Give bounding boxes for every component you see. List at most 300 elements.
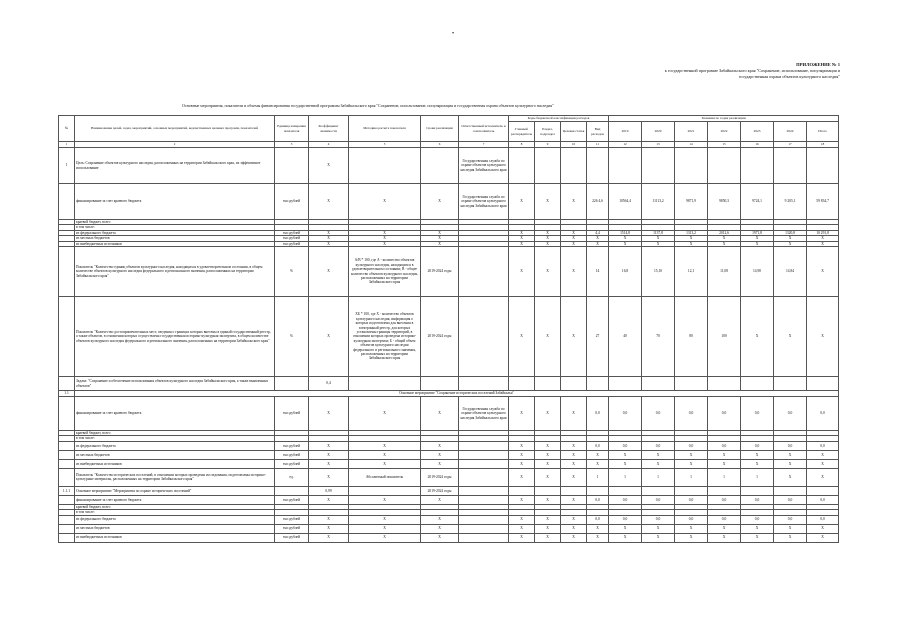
cell-x: X xyxy=(421,230,459,235)
cell-x: X xyxy=(509,297,535,377)
table-row xyxy=(59,441,839,450)
table-row xyxy=(59,184,839,220)
cell-x: X xyxy=(421,241,459,246)
cell-x: X xyxy=(535,236,561,241)
term: 2019-2024 годы xyxy=(421,297,459,377)
unit: тыс.рублей xyxy=(275,236,309,241)
goal-responsible: Государственная служба по охране объектов культурного наследия Забайкальского края xyxy=(459,148,509,184)
unit: тыс.рублей xyxy=(275,397,309,431)
cell-x: X xyxy=(741,236,774,241)
row-label: из местных бюджетов xyxy=(75,236,275,241)
unit: тыс.рублей xyxy=(275,495,309,504)
cell-x: X xyxy=(535,297,561,377)
cell-x: X xyxy=(535,515,561,524)
value: 0,0 xyxy=(741,495,774,504)
cell-x: X xyxy=(807,459,839,468)
colnum: 12 xyxy=(609,142,642,148)
cell-x: X xyxy=(535,397,561,431)
cell-x: X xyxy=(421,515,459,524)
indicator-name: Показатель "Количество единиц объектов культурного наследия, находящихся в удовлетворительном состоянии, в общем количестве объектов культурного наследия федерального и регионального значения, расположенных на территории Забайкальского края" xyxy=(75,247,275,297)
cell-x: X xyxy=(609,533,642,542)
value: 1313,2 xyxy=(675,230,708,235)
cell-x: X xyxy=(421,533,459,542)
cell-x: X xyxy=(509,230,535,235)
cell-x: X xyxy=(561,297,587,377)
cell-x: X xyxy=(349,450,421,459)
cell-x: X xyxy=(349,230,421,235)
row-label: из федерального бюджета xyxy=(75,515,275,524)
value: 1 xyxy=(675,468,708,486)
value: X xyxy=(741,297,774,377)
table-row xyxy=(59,297,839,377)
cell-x: X xyxy=(421,450,459,459)
table-row xyxy=(59,533,839,542)
cell-x: X xyxy=(708,236,741,241)
cell-x: X xyxy=(309,495,349,504)
budget-code: X xyxy=(535,184,561,220)
hdr-target-item: Целевая статья xyxy=(561,122,587,142)
value: 0,0 xyxy=(675,495,708,504)
cell-x: X xyxy=(609,241,642,246)
coef: X xyxy=(309,297,349,377)
indicator-name: Показатель "Количество исторических поселений, в отношении которых проведены исследования, подготовлены историко-культурные материалы, расположенных на территории Забайкальского края" xyxy=(75,468,275,486)
responsible: Государственная служба по охране объектов культурного наследия Забайкальского края xyxy=(459,397,509,431)
cell-x: X xyxy=(561,495,587,504)
row-label: из внебюджетных источников xyxy=(75,459,275,468)
cell-x: X xyxy=(509,397,535,431)
value: 70 xyxy=(642,297,675,377)
hdr-section: Раздел, подраздел xyxy=(535,122,561,142)
value: 15,10 xyxy=(642,247,675,297)
section-title: Основное мероприятие "Сохранение исторических поселений Забайкалья" xyxy=(75,391,839,397)
table-row xyxy=(59,486,839,495)
cell-x: X xyxy=(535,241,561,246)
value: 0,0 xyxy=(675,397,708,431)
cell-x: X xyxy=(535,468,561,486)
cell-x: X xyxy=(349,236,421,241)
value: 0,0 xyxy=(642,515,675,524)
cell-x: X xyxy=(708,524,741,533)
cell-x: X xyxy=(535,247,561,297)
cell-x: X xyxy=(807,241,839,246)
value: 0,0 xyxy=(609,441,642,450)
top-mark: • xyxy=(452,31,455,37)
cell-x: X xyxy=(675,450,708,459)
budget-code: X xyxy=(509,184,535,220)
appendix-line-2: государственная охрана объектов культурного наследия" xyxy=(738,74,840,79)
cell-x: X xyxy=(509,450,535,459)
cell-x: X xyxy=(741,241,774,246)
value: 0,0 xyxy=(708,495,741,504)
colnum: 6 xyxy=(421,142,459,148)
hdr-year-2024: 2024 xyxy=(774,122,807,142)
cell-x: X xyxy=(741,533,774,542)
colnum: 16 xyxy=(741,142,774,148)
cell-x: X xyxy=(642,450,675,459)
row-label: в том числе: xyxy=(75,225,275,230)
table-row xyxy=(59,377,839,391)
value: 12,1 xyxy=(675,247,708,297)
coef: 0,4 xyxy=(309,377,349,391)
cell-x: X xyxy=(807,450,839,459)
cell-x: X xyxy=(675,533,708,542)
table-row xyxy=(59,515,839,524)
cell-x: X xyxy=(609,524,642,533)
value: 0,0 xyxy=(642,441,675,450)
colnum: 3 xyxy=(275,142,309,148)
colnum: 5 xyxy=(349,142,421,148)
value: 100 xyxy=(708,297,741,377)
cell-x: X xyxy=(509,515,535,524)
value: 80 xyxy=(675,297,708,377)
row-label: в том числе: xyxy=(75,436,275,441)
value: 0,0 xyxy=(807,515,839,524)
row-label: краевой бюджет, всего xyxy=(75,431,275,436)
cell-x: X xyxy=(708,241,741,246)
cell-x: X xyxy=(675,236,708,241)
value: 1 xyxy=(587,468,609,486)
cell-x: X xyxy=(535,533,561,542)
cell-x: X xyxy=(349,441,421,450)
cell-x: X xyxy=(535,495,561,504)
cell-x: X xyxy=(309,397,349,431)
appendix-title: ПРИЛОЖЕНИЕ № 1 xyxy=(796,62,840,67)
value: 0,0 xyxy=(774,397,807,431)
cell-x: X xyxy=(642,524,675,533)
value: 0,0 xyxy=(708,397,741,431)
cell-x: X xyxy=(609,459,642,468)
cell-x: X xyxy=(741,524,774,533)
cell-x: X xyxy=(535,524,561,533)
program-table xyxy=(58,115,839,543)
cell-x: X xyxy=(309,515,349,524)
cell-x: X xyxy=(561,241,587,246)
cell-x: X xyxy=(642,459,675,468)
colnum: 13 xyxy=(642,142,675,148)
value: 0,0 xyxy=(675,441,708,450)
value: 0,0 xyxy=(741,441,774,450)
value: X xyxy=(774,297,807,377)
hdr-total: Итого xyxy=(807,122,839,142)
coef: X xyxy=(309,468,349,486)
value: 0,0 xyxy=(642,495,675,504)
value: 0,0 xyxy=(609,515,642,524)
unit: тыс.рублей xyxy=(275,533,309,542)
unit: тыс.рублей xyxy=(275,184,309,220)
value: 16,8 xyxy=(609,247,642,297)
value: 0,0 xyxy=(774,441,807,450)
method: Абсолютный показатель xyxy=(349,468,421,486)
cell-x: X xyxy=(509,533,535,542)
hdr-unit: Единица измерения показателя xyxy=(275,116,309,142)
table-row xyxy=(59,148,839,184)
cell-x: X xyxy=(309,450,349,459)
goal-name: Цель: Сохранение объектов культурного наследия, расположенных на территории Забайкальского края, их эффективное использование xyxy=(75,148,275,184)
colnum: 2 xyxy=(75,142,275,148)
cell-x: X xyxy=(675,459,708,468)
cell-x: X xyxy=(741,459,774,468)
table-row xyxy=(59,459,839,468)
table-row xyxy=(59,495,839,504)
value: 9 205,1 xyxy=(774,184,807,220)
value: 0,0 xyxy=(708,441,741,450)
responsible: Государственная служба по охране объектов культурного наследия Забайкальского края xyxy=(459,184,509,220)
colnum: 18 xyxy=(807,142,839,148)
financing-label: финансирование за счет краевого бюджета xyxy=(75,495,275,504)
cell-x: X xyxy=(561,515,587,524)
value: 0,0 xyxy=(741,397,774,431)
unit: % xyxy=(275,247,309,297)
value: 0,0 xyxy=(807,397,839,431)
financing-label: финансирование за счет краевого бюджета xyxy=(75,397,275,431)
coef: 0,99 xyxy=(309,486,349,495)
cell-x: X xyxy=(309,241,349,246)
colnum: 4 xyxy=(309,142,349,148)
value: 14,90 xyxy=(741,247,774,297)
cell-x: X xyxy=(774,524,807,533)
cell-x: X xyxy=(774,459,807,468)
row-label: из федерального бюджета xyxy=(75,441,275,450)
cell-x: X xyxy=(587,459,609,468)
cell-x: X xyxy=(587,450,609,459)
value: 1 xyxy=(609,468,642,486)
cell-x: X xyxy=(349,241,421,246)
row-label: краевой бюджет, всего xyxy=(75,220,275,225)
hdr-year-2022: 2022 xyxy=(708,122,741,142)
cell-x: X xyxy=(349,397,421,431)
table-row xyxy=(59,450,839,459)
value: 10564,4 xyxy=(609,184,642,220)
cell-x: X xyxy=(535,450,561,459)
hdr-term: Сроки реализации xyxy=(421,116,459,142)
goal-coef: X xyxy=(309,148,349,184)
colnum: 14 xyxy=(675,142,708,148)
value: 9850,3 xyxy=(708,184,741,220)
cell-x: X xyxy=(774,236,807,241)
cell-x: X xyxy=(349,459,421,468)
indicator-name: Показатель "Количество достопримечательных мест, сведения о границах которых внесены в единый государственный реестр, а также объектов, в отношении которых осуществлена государственная историко-культурная экспертиза, в общем количестве объектов культурного наследия федерального и регионального значения, расположенных на территории Забайкальского края" xyxy=(75,297,275,377)
cell-x: X xyxy=(421,524,459,533)
cell-x: X xyxy=(774,241,807,246)
row-label: из местных бюджетов xyxy=(75,524,275,533)
cell-x: X xyxy=(349,524,421,533)
value: 226 4,6 xyxy=(587,184,609,220)
colnum: 8 xyxy=(509,142,535,148)
cell-x: X xyxy=(509,441,535,450)
cell-x: X xyxy=(642,241,675,246)
financing-label: финансирование за счет краевого бюджета xyxy=(75,184,275,220)
value: X xyxy=(807,297,839,377)
cell-x: X xyxy=(774,450,807,459)
row-label: краевой бюджет, всего xyxy=(75,504,275,509)
row-label: из внебюджетных источников xyxy=(75,533,275,542)
value: X xyxy=(807,247,839,297)
unit: тыс.рублей xyxy=(275,441,309,450)
coef: X xyxy=(309,247,349,297)
value: 11113,2 xyxy=(642,184,675,220)
value: 0,0 xyxy=(609,397,642,431)
cell-x: X xyxy=(421,459,459,468)
cell-x: X xyxy=(535,230,561,235)
cell-x: X xyxy=(561,230,587,235)
row-num: 1.1 xyxy=(59,391,75,397)
cell-x: X xyxy=(561,236,587,241)
budget-code: X xyxy=(561,184,587,220)
unit: тыс.рублей xyxy=(275,515,309,524)
unit: тыс.рублей xyxy=(275,459,309,468)
value: 9871,9 xyxy=(675,184,708,220)
row-num: 1 xyxy=(59,148,75,184)
cell-x: X xyxy=(309,236,349,241)
table-caption: Основные мероприятия, показатели и объемы финансирования государственной программы Забайкальского края "Сохранение, использование, популяризация и государственная охрана объектов культурного наследия" xyxy=(182,103,554,108)
term: 2019-2024 годы xyxy=(421,247,459,297)
value: 1 xyxy=(708,468,741,486)
value: 1514,8 xyxy=(609,230,642,235)
cell-x: X xyxy=(509,236,535,241)
appendix-line-1: к государственной программе Забайкальского края "Сохранение, использование, популяризация и xyxy=(664,68,840,73)
value: 2012,6 xyxy=(708,230,741,235)
cell-x: X xyxy=(708,450,741,459)
value: 1 xyxy=(741,468,774,486)
value: 1137,8 xyxy=(642,230,675,235)
row-num: 1.1.1 xyxy=(59,486,75,495)
cell-x: X xyxy=(807,524,839,533)
cell-x: X xyxy=(561,247,587,297)
colnum: 9 xyxy=(535,142,561,148)
cell-x: X xyxy=(609,236,642,241)
hdr-coef: Коэффициент значимости xyxy=(309,116,349,142)
value: 59 834,7 xyxy=(807,184,839,220)
row-label: из внебюджетных источников xyxy=(75,241,275,246)
value: 4,4 xyxy=(587,230,609,235)
value: 9724,1 xyxy=(741,184,774,220)
colnum: 11 xyxy=(587,142,609,148)
colnum: 7 xyxy=(459,142,509,148)
unit: тыс.рублей xyxy=(275,230,309,235)
cell-x: X xyxy=(421,495,459,504)
cell-x: X xyxy=(561,441,587,450)
cell-x: X xyxy=(349,533,421,542)
value: 0,0 xyxy=(642,397,675,431)
value: 0,0 xyxy=(587,515,609,524)
cell-x: X xyxy=(421,397,459,431)
task-name: Задача: "Сохранение и обеспечение использования объектов культурного наследия Забайкальского края, а также выявленных объектов" xyxy=(75,377,275,391)
cell-x: X xyxy=(509,459,535,468)
value: 0,0 xyxy=(675,515,708,524)
term: 2019-2024 годы xyxy=(421,468,459,486)
value: 1320,8 xyxy=(774,230,807,235)
cell-x: X xyxy=(509,468,535,486)
term: X xyxy=(421,184,459,220)
value: X xyxy=(774,468,807,486)
method: А/В * 100, где А - количество объектов культурного наследия, находящихся в удовлетворительном состоянии; В - общее количество объектов культурного наследия, расположенных на территории Забайкальского края xyxy=(349,247,421,297)
colnum: 15 xyxy=(708,142,741,148)
value: 27 xyxy=(587,297,609,377)
value: 10 291,8 xyxy=(807,230,839,235)
cell-x: X xyxy=(587,236,609,241)
cell-x: X xyxy=(535,459,561,468)
table-row xyxy=(59,524,839,533)
value: 0,0 xyxy=(774,515,807,524)
cell-x: X xyxy=(741,450,774,459)
value: 0,0 xyxy=(708,515,741,524)
unit: тыс.рублей xyxy=(275,524,309,533)
value: 40 xyxy=(609,297,642,377)
hdr-year-2020: 2020 xyxy=(642,122,675,142)
hdr-responsible: Ответственный исполнитель и соисполнитель xyxy=(459,116,509,142)
cell-x: X xyxy=(587,241,609,246)
unit: ед. xyxy=(275,468,309,486)
cell-x: X xyxy=(807,533,839,542)
cell-x: X xyxy=(309,230,349,235)
cell-x: X xyxy=(587,524,609,533)
unit: тыс.рублей xyxy=(275,450,309,459)
cell-x: X xyxy=(561,397,587,431)
hdr-num: № xyxy=(59,116,75,142)
cell-x: X xyxy=(609,450,642,459)
cell-x: X xyxy=(349,515,421,524)
colnum: 17 xyxy=(774,142,807,148)
method: X xyxy=(349,184,421,220)
value: 11,08 xyxy=(708,247,741,297)
cell-x: X xyxy=(642,236,675,241)
cell-x: X xyxy=(561,533,587,542)
cell-x: X xyxy=(561,524,587,533)
cell-x: X xyxy=(421,441,459,450)
value: X xyxy=(807,468,839,486)
value: 0,0 xyxy=(609,495,642,504)
table-row xyxy=(59,247,839,297)
cell-x: X xyxy=(774,533,807,542)
cell-x: X xyxy=(509,524,535,533)
value: 1 xyxy=(642,468,675,486)
cell-x: X xyxy=(587,533,609,542)
hdr-expense-type: Вид расходов xyxy=(587,122,609,142)
table-row xyxy=(59,397,839,431)
value: 1971,8 xyxy=(741,230,774,235)
cell-x: X xyxy=(642,533,675,542)
value: 0,0 xyxy=(741,515,774,524)
hdr-year-2019: 2019 xyxy=(609,122,642,142)
cell-x: X xyxy=(509,495,535,504)
cell-x: X xyxy=(309,533,349,542)
cell-x: X xyxy=(309,524,349,533)
cell-x: X xyxy=(561,468,587,486)
measure-name: Основное мероприятие "Мероприятия по охране исторических поселений" xyxy=(75,486,275,495)
row-label: из федерального бюджета xyxy=(75,230,275,235)
cell-x: X xyxy=(421,236,459,241)
colnum: 10 xyxy=(561,142,587,148)
cell-x: X xyxy=(708,459,741,468)
row-label: в том числе: xyxy=(75,510,275,515)
hdr-method: Методика расчета показателя xyxy=(349,116,421,142)
cell-x: X xyxy=(535,441,561,450)
cell-x: X xyxy=(807,236,839,241)
cell-x: X xyxy=(349,495,421,504)
hdr-years-group: Значения по годам реализации xyxy=(609,116,839,122)
value: 0,0 xyxy=(807,495,839,504)
cell-x: X xyxy=(309,459,349,468)
cell-x: X xyxy=(708,533,741,542)
value: 14 xyxy=(587,247,609,297)
cell-x: X xyxy=(509,241,535,246)
unit: тыс.рублей xyxy=(275,241,309,246)
method: ХБ * 100, где Х - количество объектов культурного наследия, информация о которых подготовлена для внесения в электронный реестр, для которых установлены границы территорий, в отношении которых проведена историко-культурная экспертиза; Б - общий объем объектов культурного наследия федерального и регионального значения, расположенных на территории Забайкальского края xyxy=(349,297,421,377)
row-label: из местных бюджетов xyxy=(75,450,275,459)
cell-x: X xyxy=(561,450,587,459)
value: 14,84 xyxy=(774,247,807,297)
cell-x: X xyxy=(509,247,535,297)
